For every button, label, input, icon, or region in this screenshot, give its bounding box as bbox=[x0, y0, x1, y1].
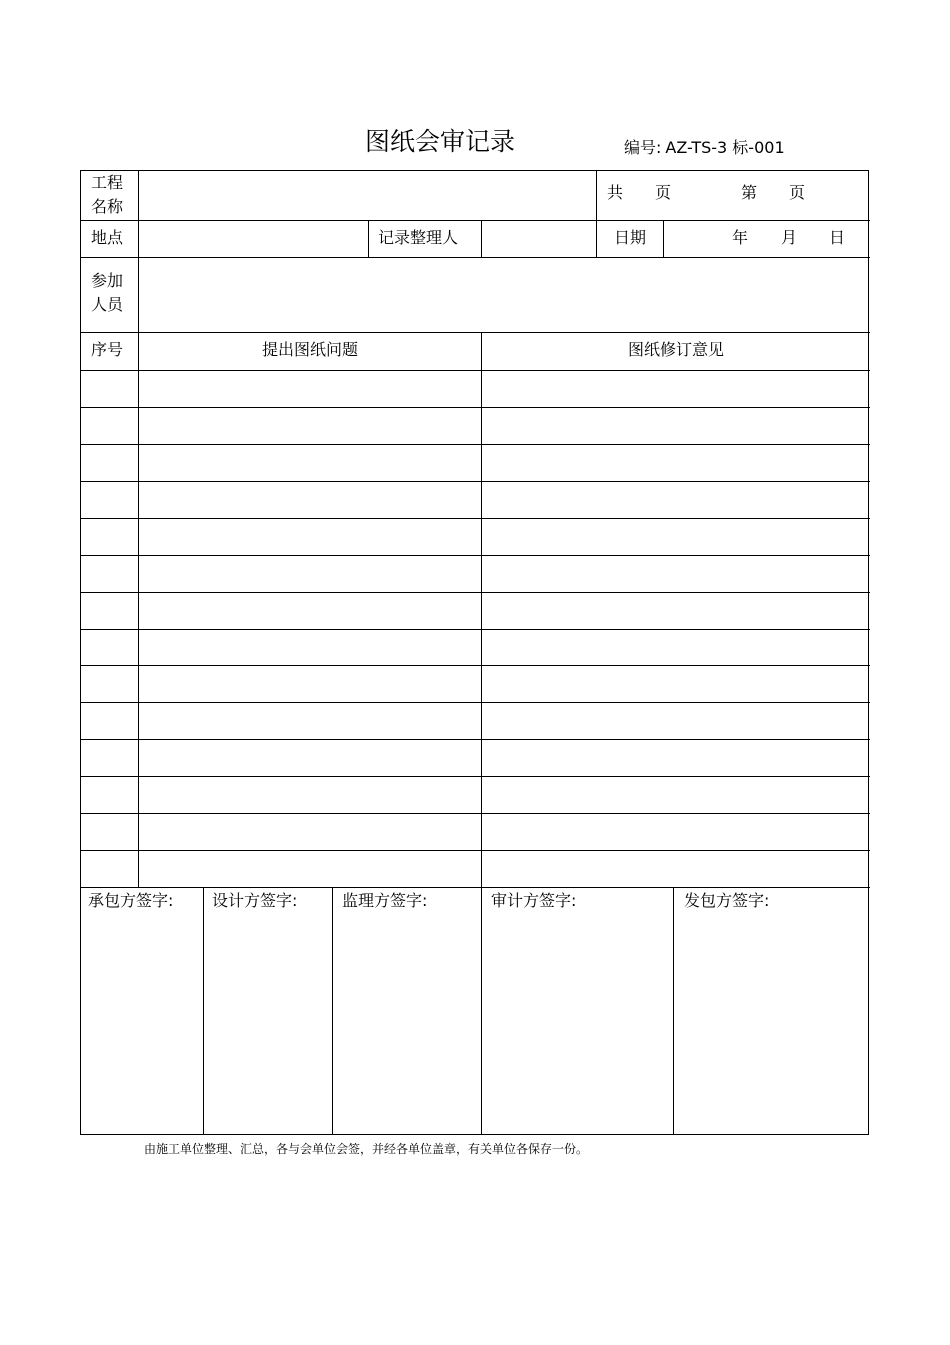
vrule-sign-3 bbox=[481, 887, 482, 1135]
table-row[interactable] bbox=[81, 630, 870, 666]
table-row[interactable] bbox=[81, 408, 870, 444]
table-row[interactable] bbox=[81, 593, 870, 629]
vrule-pages bbox=[596, 171, 597, 257]
rule-signature-top bbox=[81, 887, 870, 888]
vrule-sign-2 bbox=[332, 887, 333, 1135]
vrule-sign-1 bbox=[203, 887, 204, 1135]
date-year-label: 年 bbox=[732, 228, 749, 247]
table-row[interactable] bbox=[81, 740, 870, 776]
location-label: 地点 bbox=[91, 228, 124, 247]
project-name-field[interactable] bbox=[139, 172, 595, 219]
project-name-label-2: 名称 bbox=[91, 197, 124, 216]
date-day-label: 日 bbox=[829, 228, 846, 247]
designer-signature-label: 设计方签字: bbox=[212, 891, 298, 910]
table-row[interactable] bbox=[81, 556, 870, 592]
vrule-sign-4 bbox=[673, 887, 674, 1135]
table-row[interactable] bbox=[81, 851, 870, 887]
contractor-signature-label: 承包方签字: bbox=[88, 891, 174, 910]
vrule-date-label bbox=[663, 220, 664, 257]
participants-field[interactable] bbox=[139, 258, 869, 331]
document-code-value: AZ-TS-3 标-001 bbox=[665, 138, 785, 157]
footnote: 由施工单位整理、汇总，各与会单位会签，并经各单位盖章，有关单位各保存一份。 bbox=[144, 1142, 589, 1156]
opinions-header: 图纸修订意见 bbox=[627, 340, 724, 359]
date-label: 日期 bbox=[614, 228, 647, 247]
auditor-signature-label: 审计方签字: bbox=[491, 891, 577, 910]
date-month-label: 月 bbox=[781, 228, 798, 247]
total-pages-label: 共 页 bbox=[607, 183, 672, 202]
document-title: 图纸会审记录 bbox=[365, 127, 516, 156]
recorder-field[interactable] bbox=[482, 221, 595, 256]
document-code-label: 编号: bbox=[624, 138, 662, 157]
review-record-form bbox=[80, 170, 869, 1135]
table-row[interactable] bbox=[81, 703, 870, 739]
project-name-label-1: 工程 bbox=[91, 173, 124, 192]
participants-label-2: 人员 bbox=[91, 295, 124, 314]
location-field[interactable] bbox=[139, 221, 367, 256]
vrule-recorder-left bbox=[368, 220, 369, 257]
participants-label-1: 参加 bbox=[91, 271, 124, 290]
table-row[interactable] bbox=[81, 814, 870, 850]
recorder-label: 记录整理人 bbox=[378, 228, 459, 247]
table-row[interactable] bbox=[81, 666, 870, 702]
table-row[interactable] bbox=[81, 445, 870, 481]
page-number-label: 第 页 bbox=[741, 183, 806, 202]
table-row[interactable] bbox=[81, 482, 870, 518]
rule-participants bbox=[81, 332, 870, 333]
seq-header: 序号 bbox=[91, 340, 124, 359]
table-row[interactable] bbox=[81, 777, 870, 813]
employer-signature-label: 发包方签字: bbox=[684, 891, 770, 910]
table-row[interactable] bbox=[81, 519, 870, 555]
issues-header: 提出图纸问题 bbox=[261, 340, 358, 359]
document-code bbox=[624, 135, 785, 158]
table-row[interactable] bbox=[81, 371, 870, 407]
supervisor-signature-label: 监理方签字: bbox=[342, 891, 428, 910]
